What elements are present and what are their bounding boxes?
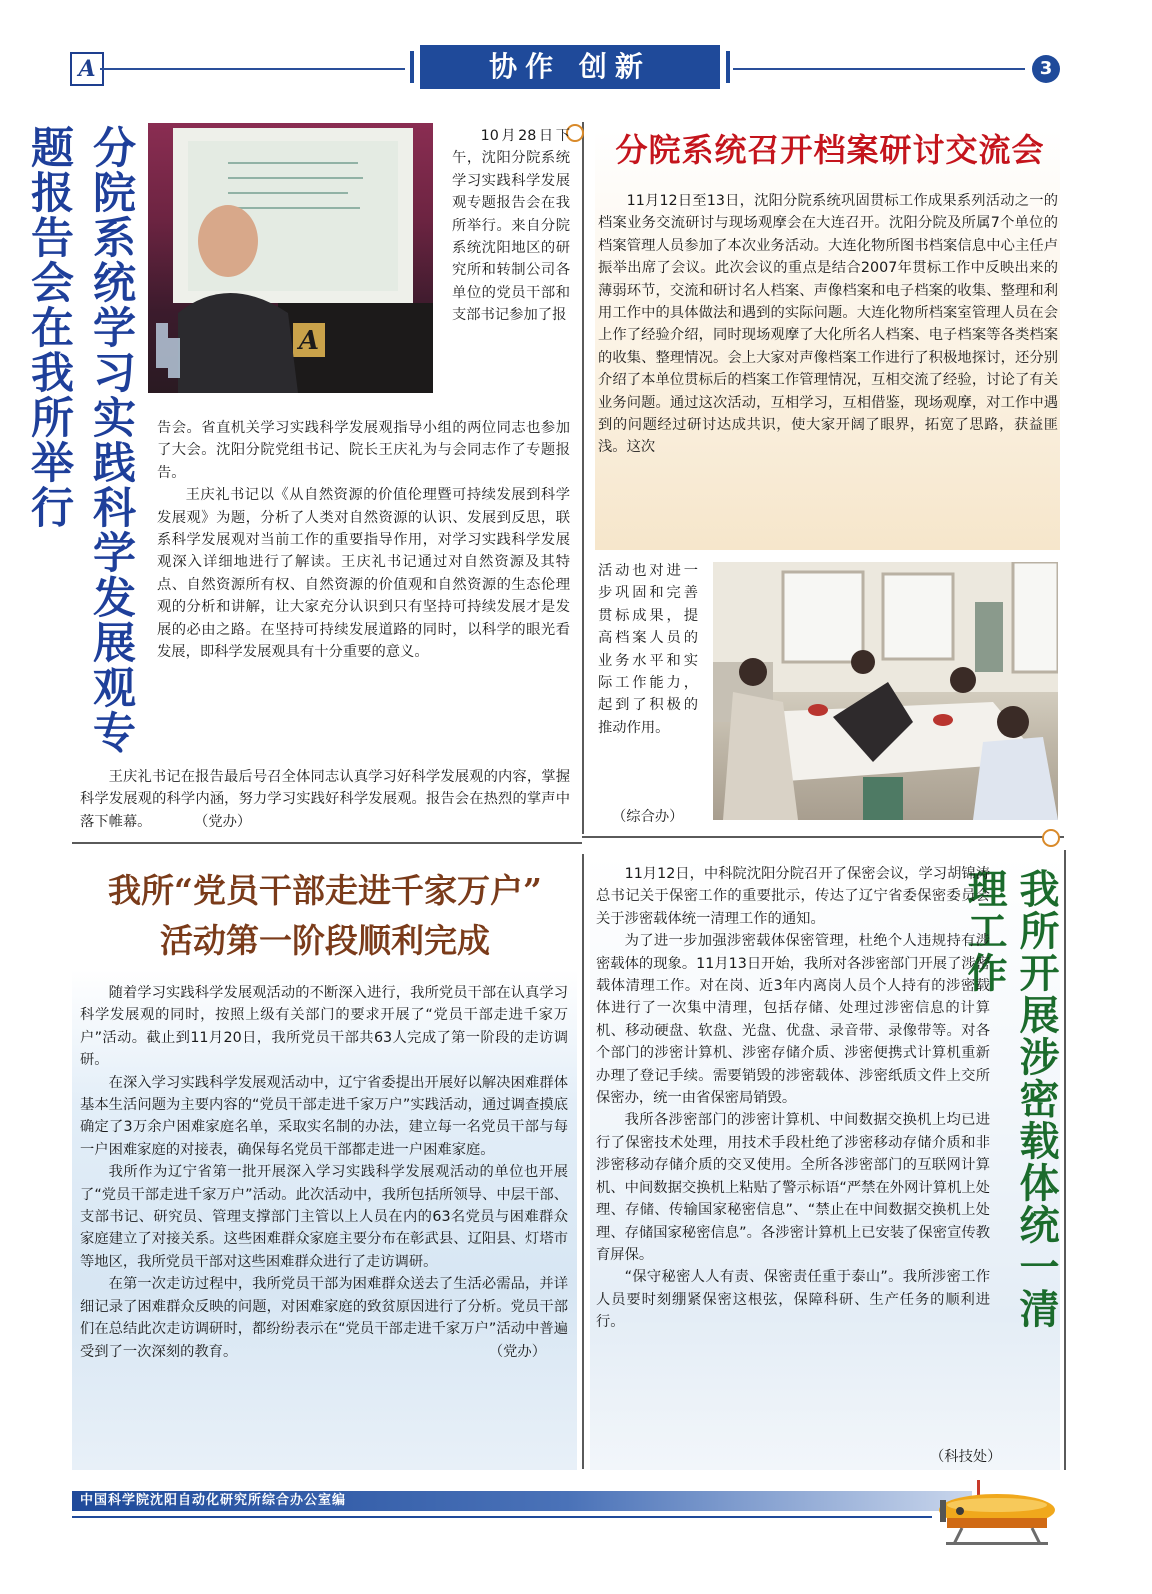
speaker-photo-drawing bbox=[148, 123, 433, 393]
article1-title: 分院系统学习实践科学发展观专题报告会在我所举行 bbox=[24, 125, 136, 755]
footer-text: 中国科学院沈阳自动化研究所综合办公室编 bbox=[80, 1493, 347, 1508]
article3-title-line1: 我所“党员干部走进千家万户” bbox=[108, 871, 542, 910]
article3-title-line2: 活动第一阶段顺利完成 bbox=[160, 921, 490, 960]
submarine-icon bbox=[932, 1478, 1062, 1548]
article2-title: 分院系统召开档案研讨交流会 bbox=[615, 131, 1045, 169]
article1-text-narrow bbox=[452, 125, 570, 327]
article1-text-mid bbox=[157, 417, 570, 663]
meeting-photo-drawing bbox=[713, 562, 1058, 820]
speaker-photo bbox=[148, 123, 433, 393]
meeting-photo bbox=[713, 562, 1058, 820]
paragraph: 活动也对进一步巩固和完善贯标成果，提高档案人员的业务水平和实际工作能力，起到了积极的推动作用。 bbox=[598, 563, 698, 736]
article2-signature: （综合办） bbox=[612, 809, 684, 825]
paragraph bbox=[80, 766, 570, 833]
column-divider-right bbox=[1064, 850, 1066, 1470]
page-number: 3 bbox=[1032, 55, 1060, 83]
paragraph: 11月12日至13日，沈阳分院系统巩固贯标工作成果系列活动之一的档案业务交流研讨与现场观摩会在大连召开。沈阳分院及所属7个单位的档案管理人员参加了本次业务活动。大连化物所图书档案信息中心主任卢振举出席了会议。此次会议的重点是结合2007年贯标工作中反映出来的薄弱环节，交流和研讨名人档案、声像档案和电子档案的收集、整理和利用工作中的具体做法和遇到的实际问题。大连化物所档案室管理人员在会上作了经验介绍，同时现场观摩了大化所名人档案、电子档案等各类档案的收集、整理情况。会上大家对声像档案工作进行了积极地探讨，还分别介绍了本单位贯标后的档案工作管理情况，互相交流了经验，讨论了有关业务问题。通过这次活动，互相学习，互相借鉴，现场观摩，对工作中遇到的问题经过研讨达成共识，使大家开阔了眼界，拓宽了思路，获益匪浅。这次 bbox=[598, 193, 1058, 456]
svg-text:A: A bbox=[298, 326, 320, 356]
paragraph: “保守秘密人人有责、保密责任重于泰山”。我所涉密工作人员要时刻绷紧保密这根弦，保障科研、生产任务的顺利进行。 bbox=[596, 1269, 990, 1331]
paragraph: 我所作为辽宁省第一批开展深入学习实践科学发展观活动的单位也开展了“党员干部走进千家万户”活动。此次活动中，我所包括所领导、中层干部、支部书记、研究员、管理支撑部门主管以上人员在内的63名党员与困难群众家庭建立了对接关系。这些困难群众家庭主要分布在彰武县、辽阳县、灯塔市等地区，我所党员干部对这些困难群众进行了走访调研。 bbox=[80, 1164, 568, 1270]
paragraph: 在深入学习实践科学发展观活动中，辽宁省委提出开展好以解决困难群体基本生活问题为主要内容的“党员干部走进千家万户”实践活动，通过调查摸底确定了3万余户困难家庭名单，采取实名制的办法，建立每一名党员干部与每一户困难家庭的对接表，确保每名党员干部都走进一户困难家庭。 bbox=[80, 1074, 568, 1158]
paragraph: 11月12日，中科院沈阳分院召开了保密会议，学习胡锦涛总书记关于保密工作的重要批示，传达了辽宁省委保密委员会关于涉密载体统一清理工作的通知。 bbox=[596, 866, 990, 927]
section-banner: 协作 创新 bbox=[420, 45, 720, 89]
logo-icon: A bbox=[70, 52, 104, 86]
article2-text-narrow bbox=[598, 560, 698, 739]
paragraph: 我所各涉密部门的涉密计算机、中间数据交换机上均已进行了保密技术处理，用技术手段杜绝了涉密移动存储介质和非涉密移动存储介质的交叉使用。全所各涉密部门的互联网计算机、中间数据交换机上粘贴了警示标语“严禁在外网计算机上处理、存储、传输国家秘密信息”、“禁止在中间数据交换机上处理、存储国家秘密信息”。各涉密计算机上已安装了保密宣传教育屏保。 bbox=[596, 1112, 990, 1263]
article4-title: 我所开展涉密载体统一清理工作 bbox=[961, 868, 1060, 1330]
column-divider-top bbox=[582, 122, 584, 834]
paragraph: 10月28日下午，沈阳分院系统学习实践科学发展观专题报告会在我所举行。来自分院系统沈阳地区的研究所和转制公司各单位的党员干部和支部书记参加了报 bbox=[452, 128, 570, 324]
paragraph: 王庆礼书记以《从自然资源的价值伦理暨可持续发展到科学发展观》为题，分析了人类对自然资源的认识、发展到反思，联系科学发展观对当前工作的重要指导作用，对学习实践科学发展观深入详细地进行了解读。王庆礼书记通过对自然资源及其特点、自然资源所有权、自然资源的价值观和自然资源的生态伦理观的分析和讲解，让大家充分认识到只有坚持可持续发展才是发展的必由之路。在坚持可持续发展道路的同时，以科学的眼光看发展，即科学发展观具有十分重要的意义。 bbox=[157, 487, 570, 661]
article1-text-wide bbox=[80, 766, 570, 833]
article1-signature: （党办） bbox=[194, 813, 252, 830]
article4-signature: （科技处） bbox=[930, 1449, 1002, 1465]
horizontal-divider-right bbox=[582, 836, 1064, 838]
header-rule-left bbox=[100, 68, 405, 70]
article4-text bbox=[596, 863, 990, 1334]
paragraph: 在第一次走访过程中，我所党员干部为困难群众送去了生活必需品，并详细记录了困难群众反映的问题，对困难家庭的致贫原因进行了分析。党员干部们在总结此次走访调研时，都纷纷表示在“党员干部走进千家万户”活动中普遍受到了一次深刻的教育。 bbox=[80, 1276, 568, 1360]
paragraph-text: 王庆礼书记在报告最后号召全体同志认真学习好科学发展观的内容，掌握科学发展观的科学内涵，努力学习实践好科学发展观。报告会在热烈的掌声中落下帷幕。 bbox=[80, 769, 570, 830]
column-divider-bottom bbox=[582, 854, 584, 1469]
horizontal-divider-left bbox=[72, 842, 582, 844]
paragraph: 告会。省直机关学习实践科学发展观指导小组的两位同志也参加了大会。沈阳分院党组书记、院长王庆礼为与会同志作了专题报告。 bbox=[157, 420, 570, 481]
paragraph: 随着学习实践科学发展观活动的不断深入进行，我所党员干部在认真学习科学发展观的同时，按照上级有关部门的要求开展了“党员干部走进千家万户”活动。截止到11月20日，我所党员干部共63人完成了第一阶段的走访调研。 bbox=[80, 985, 568, 1069]
footer-rule bbox=[72, 1516, 932, 1518]
article3-signature: （党办） bbox=[488, 1343, 546, 1360]
paragraph: 为了进一步加强涉密载体保密管理，杜绝个人违规持有涉密载体的现象。11月13日开始，我所对各涉密部门开展了涉密载体清理工作。对在岗、近3年内离岗人员个人持有的涉密载体进行了一次集中清理，包括存储、处理过涉密信息的计算机、移动硬盘、软盘、光盘、优盘、录音带、录像带等。对各个部门的涉密计算机、涉密存储介质、涉密便携式计算机重新办理了登记手续。需要销毁的涉密载体、涉密纸质文件上交所保密办，统一由省保密局销毁。 bbox=[596, 933, 990, 1107]
header-rule-right bbox=[733, 68, 1025, 70]
divider-ring-icon bbox=[1042, 829, 1060, 847]
article3-text bbox=[80, 982, 568, 1363]
article2-text-main bbox=[598, 190, 1058, 459]
